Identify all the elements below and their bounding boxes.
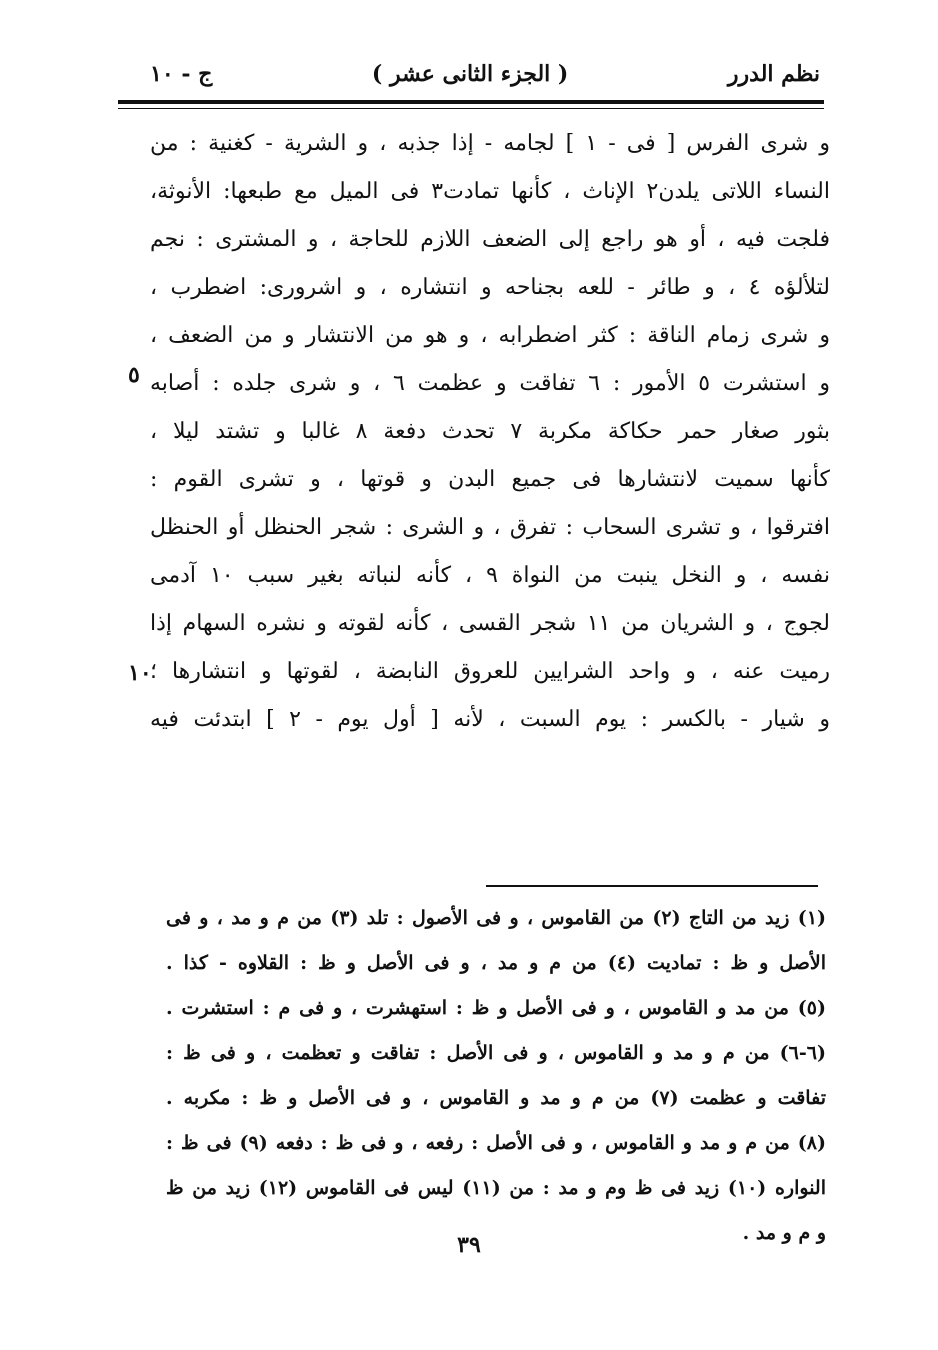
- footnote-line: (٥) من مد و القاموس ، و فى الأصل و ظ : استهشرت ، و فى م : استشرت .: [166, 997, 826, 1019]
- text-line: و استشرت ٥ الأمور : ٦ تفاقت و عظمت ٦ ، و شرى جلده : أصابه: [150, 371, 830, 396]
- text-line: و شيار - بالكسر : يوم السبت ، لأنه [ أول يوم - ٢ ] ابتدئت فيه: [150, 707, 830, 732]
- text-line: بثور صغار حمر حكاكة مكربة ٧ تحدث دفعة ٨ غالبا و تشتد ليلا ،: [150, 419, 830, 444]
- footnote-line: (٦-٦) من م و مد و القاموس ، و فى الأصل : تفاقت و تعظمت ، و فى ظ :: [166, 1042, 826, 1064]
- footnote-line: و م و مد .: [742, 1222, 826, 1244]
- main-text: [150, 120, 830, 744]
- running-header: [150, 50, 820, 98]
- footnote-line: تفاقت و عظمت (٧) من م و مد و القاموس ، و فى الأصل و ظ : مكربه .: [166, 1087, 826, 1109]
- footnote-separator: [486, 885, 818, 887]
- volume-label: ( الجزء الثانى عشر ): [371, 61, 569, 87]
- line-number-10: ١٠: [128, 660, 152, 686]
- text-line: لجوج ، و الشريان من ١١ شجر القسى ، كأنه لقوته و نشره السهام إذا: [150, 611, 830, 636]
- header-rule-thick: [118, 100, 824, 104]
- text-line: كأنها سميت لانتشارها فى جميع البدن و قوتها ، و تشرى القوم :: [150, 467, 830, 492]
- header-rule-thin: [118, 108, 824, 109]
- text-line: فلجت فيه ، أو هو راجع إلى الضعف اللازم للحاجة ، و المشترى : نجم: [150, 227, 830, 252]
- page-number: ٣٩: [457, 1232, 481, 1258]
- part-number: ج - ١٠: [150, 61, 213, 87]
- text-line: نفسه ، و النخل ينبت من النواة ٩ ، كأنه لنباته بغير سبب ١٠ آدمى: [150, 563, 830, 588]
- text-line: افترقوا ، و تشرى السحاب : تفرق ، و الشرى : شجر الحنظل أو الحنظل: [150, 515, 830, 540]
- line-number-5: ٥: [128, 362, 140, 388]
- text-line: و شرى الفرس [ فى - ١ ] لجامه - إذا جذبه ، و الشرية - كغنية : من: [150, 131, 830, 156]
- footnote-line: النواره (١٠) زيد فى ظ وم و مد : من (١١) ليس فى القاموس (١٢) زيد من ظ: [166, 1177, 826, 1199]
- book-title: نظم الدرر: [727, 61, 820, 87]
- footnotes: [166, 896, 826, 1256]
- text-line: لتلألؤه ٤ ، و طائر - للعه بجناحه و انتشاره ، و اشرورى: اضطرب ،: [150, 275, 830, 300]
- text-line: رميت عنه ، و واحد الشرايين للعروق النابضة ، لقوتها و انتشارها ؛: [150, 659, 830, 684]
- footnote-line: (١) زيد من التاج (٢) من القاموس ، و فى الأصول : تلد (٣) من م و مد ، و فى: [166, 907, 826, 929]
- footnote-line: (٨) من م و مد و القاموس ، و فى الأصل : رفعه ، و فى ظ : دفعه (٩) فى ظ :: [166, 1132, 826, 1154]
- footnote-line: الأصل و ظ : تماديت (٤) من م و مد ، و فى الأصل و ظ : القلاوه - كذا .: [166, 952, 826, 974]
- text-line: النساء اللاتى يلدن٢ الإناث ، كأنها تمادت٣ فى الميل مع طبعها: الأنوثة،: [150, 179, 830, 204]
- text-line: و شرى زمام الناقة : كثر اضطرابه ، و هو من الانتشار و من الضعف ،: [150, 323, 830, 348]
